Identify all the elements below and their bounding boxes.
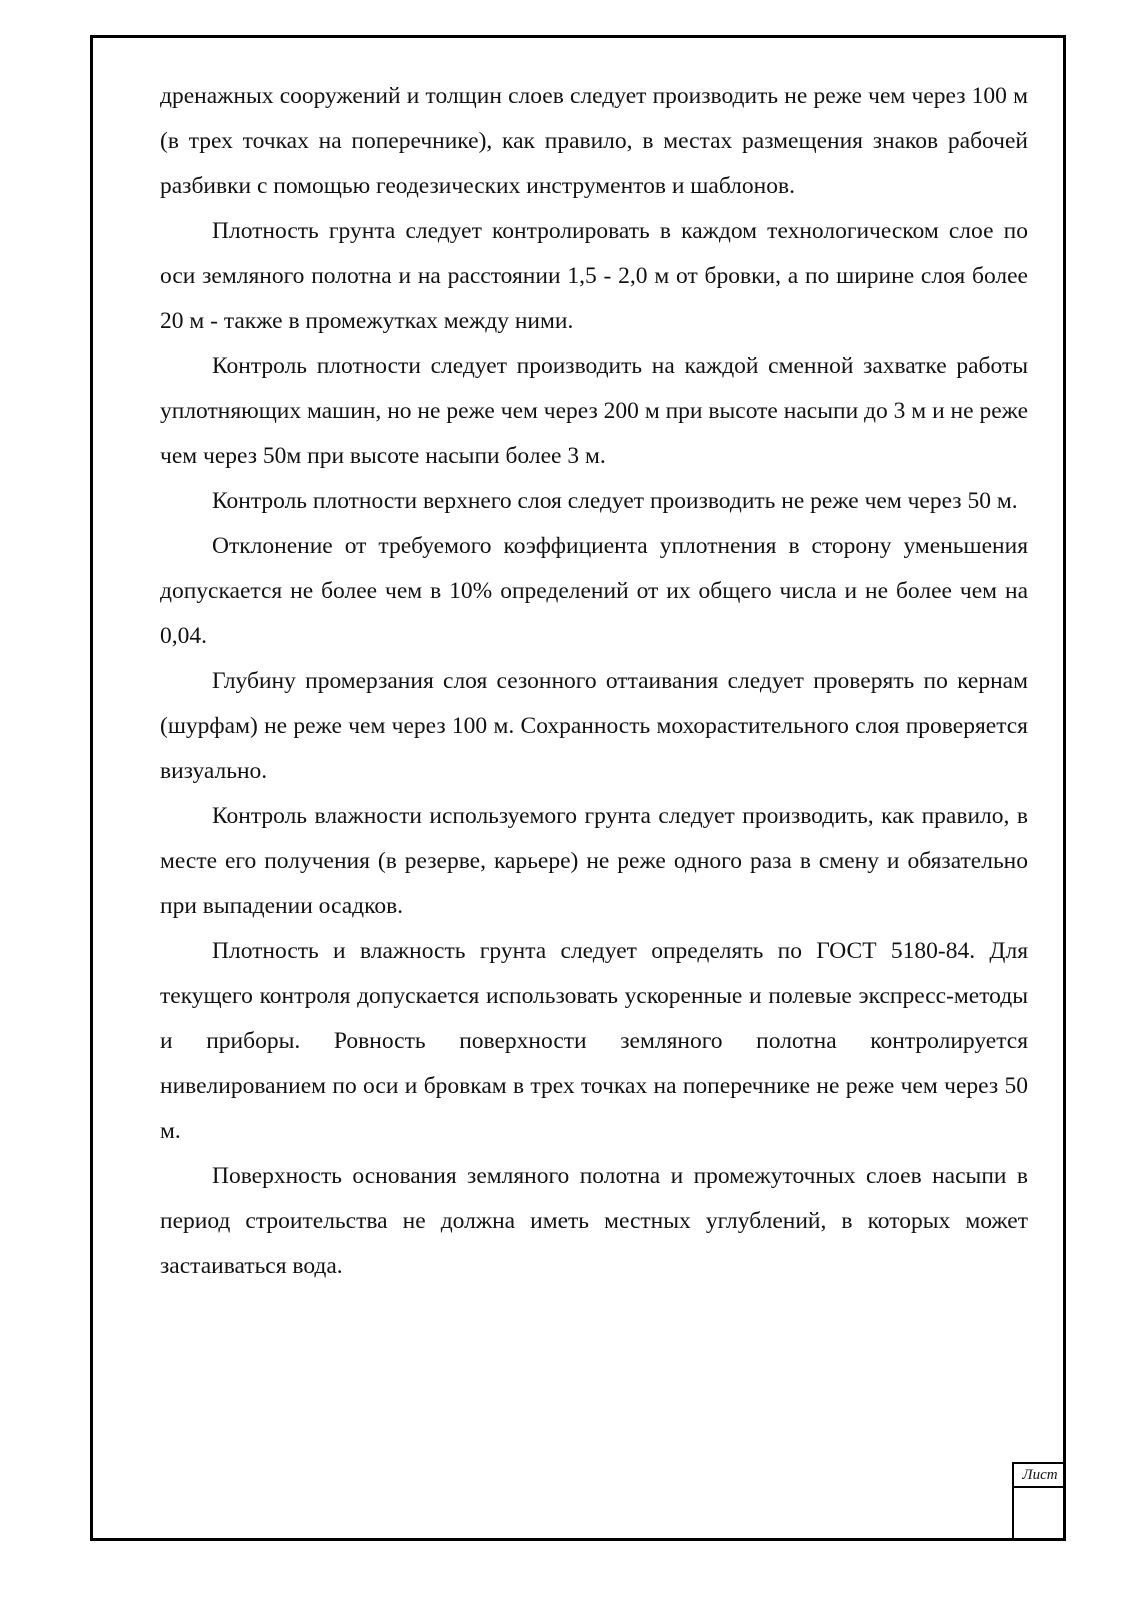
paragraph: Плотность и влажность грунта следует определять по ГОСТ 5180-84. Для текущего контроля допускается использовать ускоренные и полевые экспресс-методы и приборы. Ровность поверхности земляного полотна контролируется нивелированием по оси и бровкам в трех точках на поперечнике не реже чем через 50 м.: [160, 938, 1028, 1144]
paragraph-continued: дренажных сооружений и толщин слоев следует производить не реже чем через 100 м (в трех точках на поперечнике), как правило, в местах размещения знаков рабочей разбивки с помощью геодезических инструментов и шаблонов.: [160, 83, 1028, 199]
sheet-number: [1014, 1488, 1066, 1541]
sheet-label: Лист: [1014, 1464, 1066, 1488]
paragraph: Плотность грунта следует контролировать в каждом технологическом слое по оси земляного полотна и на расстоянии 1,5 - 2,0 м от бровки, а по ширине слоя более 20 м - также в промежутках между ними.: [160, 218, 1028, 334]
paragraph: Контроль плотности следует производить на каждой сменной захватке работы уплотняющих машин, но не реже чем через 200 м при высоте насыпи до 3 м и не реже чем через 50м при высоте насыпи более 3 м.: [160, 353, 1028, 469]
paragraph: Поверхность основания земляного полотна и промежуточных слоев насыпи в период строительства не должна иметь местных углублений, в которых может застаиваться вода.: [160, 1163, 1028, 1279]
document-body: [160, 74, 1028, 1289]
paragraph: Отклонение от требуемого коэффициента уплотнения в сторону уменьшения допускается не более чем в 10% определений от их общего числа и не более чем на 0,04.: [160, 533, 1028, 649]
paragraph: Контроль плотности верхнего слоя следует производить не реже чем через 50 м.: [212, 488, 1018, 514]
paragraph: Глубину промерзания слоя сезонного оттаивания следует проверять по кернам (шурфам) не реже чем через 100 м. Сохранность мохорастительного слоя проверяется визуально.: [160, 668, 1028, 784]
paragraph: Контроль влажности используемого грунта следует производить, как правило, в месте его получения (в резерве, карьере) не реже одного раза в смену и обязательно при выпадении осадков.: [160, 803, 1028, 919]
sheet-title-block: [1012, 1462, 1066, 1541]
